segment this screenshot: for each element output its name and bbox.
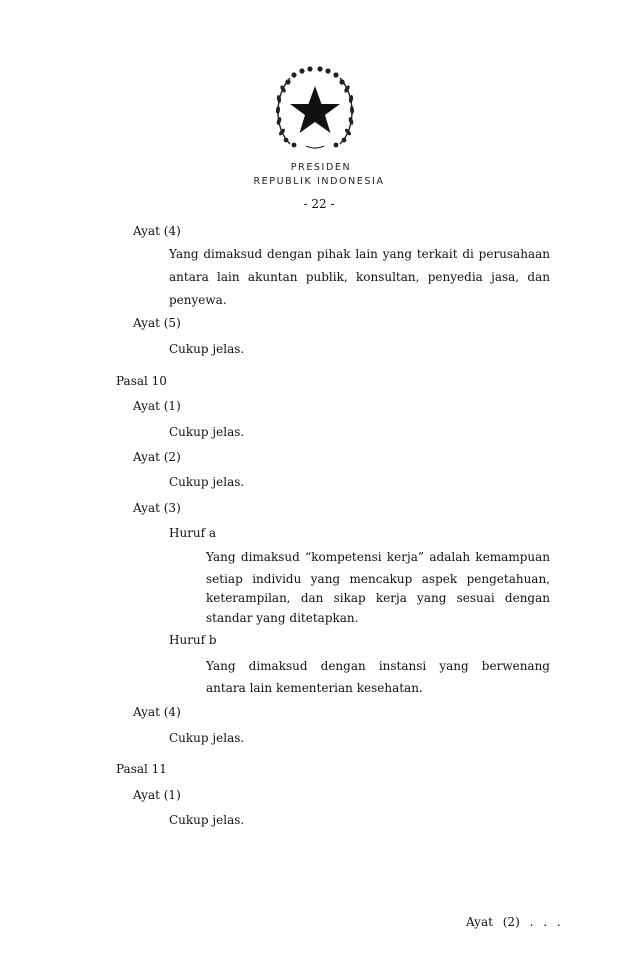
pasal-10-heading: Pasal 10 bbox=[116, 374, 167, 388]
ayat-4-heading: Ayat (4) bbox=[133, 224, 181, 238]
pasal-10-ayat-1-text: Cukup jelas. bbox=[169, 425, 245, 439]
seal-title-republik: REPUBLIK INDONESIA bbox=[253, 176, 385, 187]
ayat-5-text: Cukup jelas. bbox=[169, 342, 245, 356]
pasal-10-ayat-3-heading: Ayat (3) bbox=[133, 501, 181, 515]
ayat-4-line-1: Yang dimaksud dengan pihak lain yang terkait di perusahaan bbox=[169, 247, 550, 261]
pasal-10-ayat-2-text: Cukup jelas. bbox=[169, 475, 245, 489]
pasal-10-ayat-4-text: Cukup jelas. bbox=[169, 731, 245, 745]
huruf-a-line-2: setiap individu yang mencakup aspek pengetahuan, bbox=[206, 572, 550, 586]
huruf-b-line-2: antara lain kementerian kesehatan. bbox=[206, 681, 423, 695]
huruf-a-line-4: standar yang ditetapkan. bbox=[206, 611, 359, 625]
pasal-11-heading: Pasal 11 bbox=[116, 762, 167, 776]
pasal-10-ayat-4-heading: Ayat (4) bbox=[133, 705, 181, 719]
seal-title-presiden: PRESIDEN bbox=[290, 162, 352, 173]
huruf-a-line-1: Yang dimaksud “kompetensi kerja” adalah kemampuan bbox=[206, 550, 550, 564]
page-number: - 22 - bbox=[303, 197, 335, 211]
pasal-11-ayat-1-heading: Ayat (1) bbox=[133, 788, 181, 802]
huruf-a-heading: Huruf a bbox=[169, 526, 217, 540]
ayat-4-line-3: penyewa. bbox=[169, 293, 227, 307]
huruf-a-line-3: keterampilan, dan sikap kerja yang sesuai dengan bbox=[206, 591, 550, 605]
huruf-b-heading: Huruf b bbox=[169, 633, 217, 647]
continuation-marker: Ayat (2) . . . bbox=[466, 915, 561, 929]
garuda-star-emblem-icon bbox=[270, 66, 360, 152]
pasal-11-ayat-1-text: Cukup jelas. bbox=[169, 813, 245, 827]
pasal-10-ayat-2-heading: Ayat (2) bbox=[133, 450, 181, 464]
pasal-10-ayat-1-heading: Ayat (1) bbox=[133, 399, 181, 413]
huruf-b-line-1: Yang dimaksud dengan instansi yang berwenang bbox=[206, 659, 550, 673]
ayat-5-heading: Ayat (5) bbox=[133, 316, 181, 330]
ayat-4-line-2: antara lain akuntan publik, konsultan, penyedia jasa, dan bbox=[169, 270, 550, 284]
